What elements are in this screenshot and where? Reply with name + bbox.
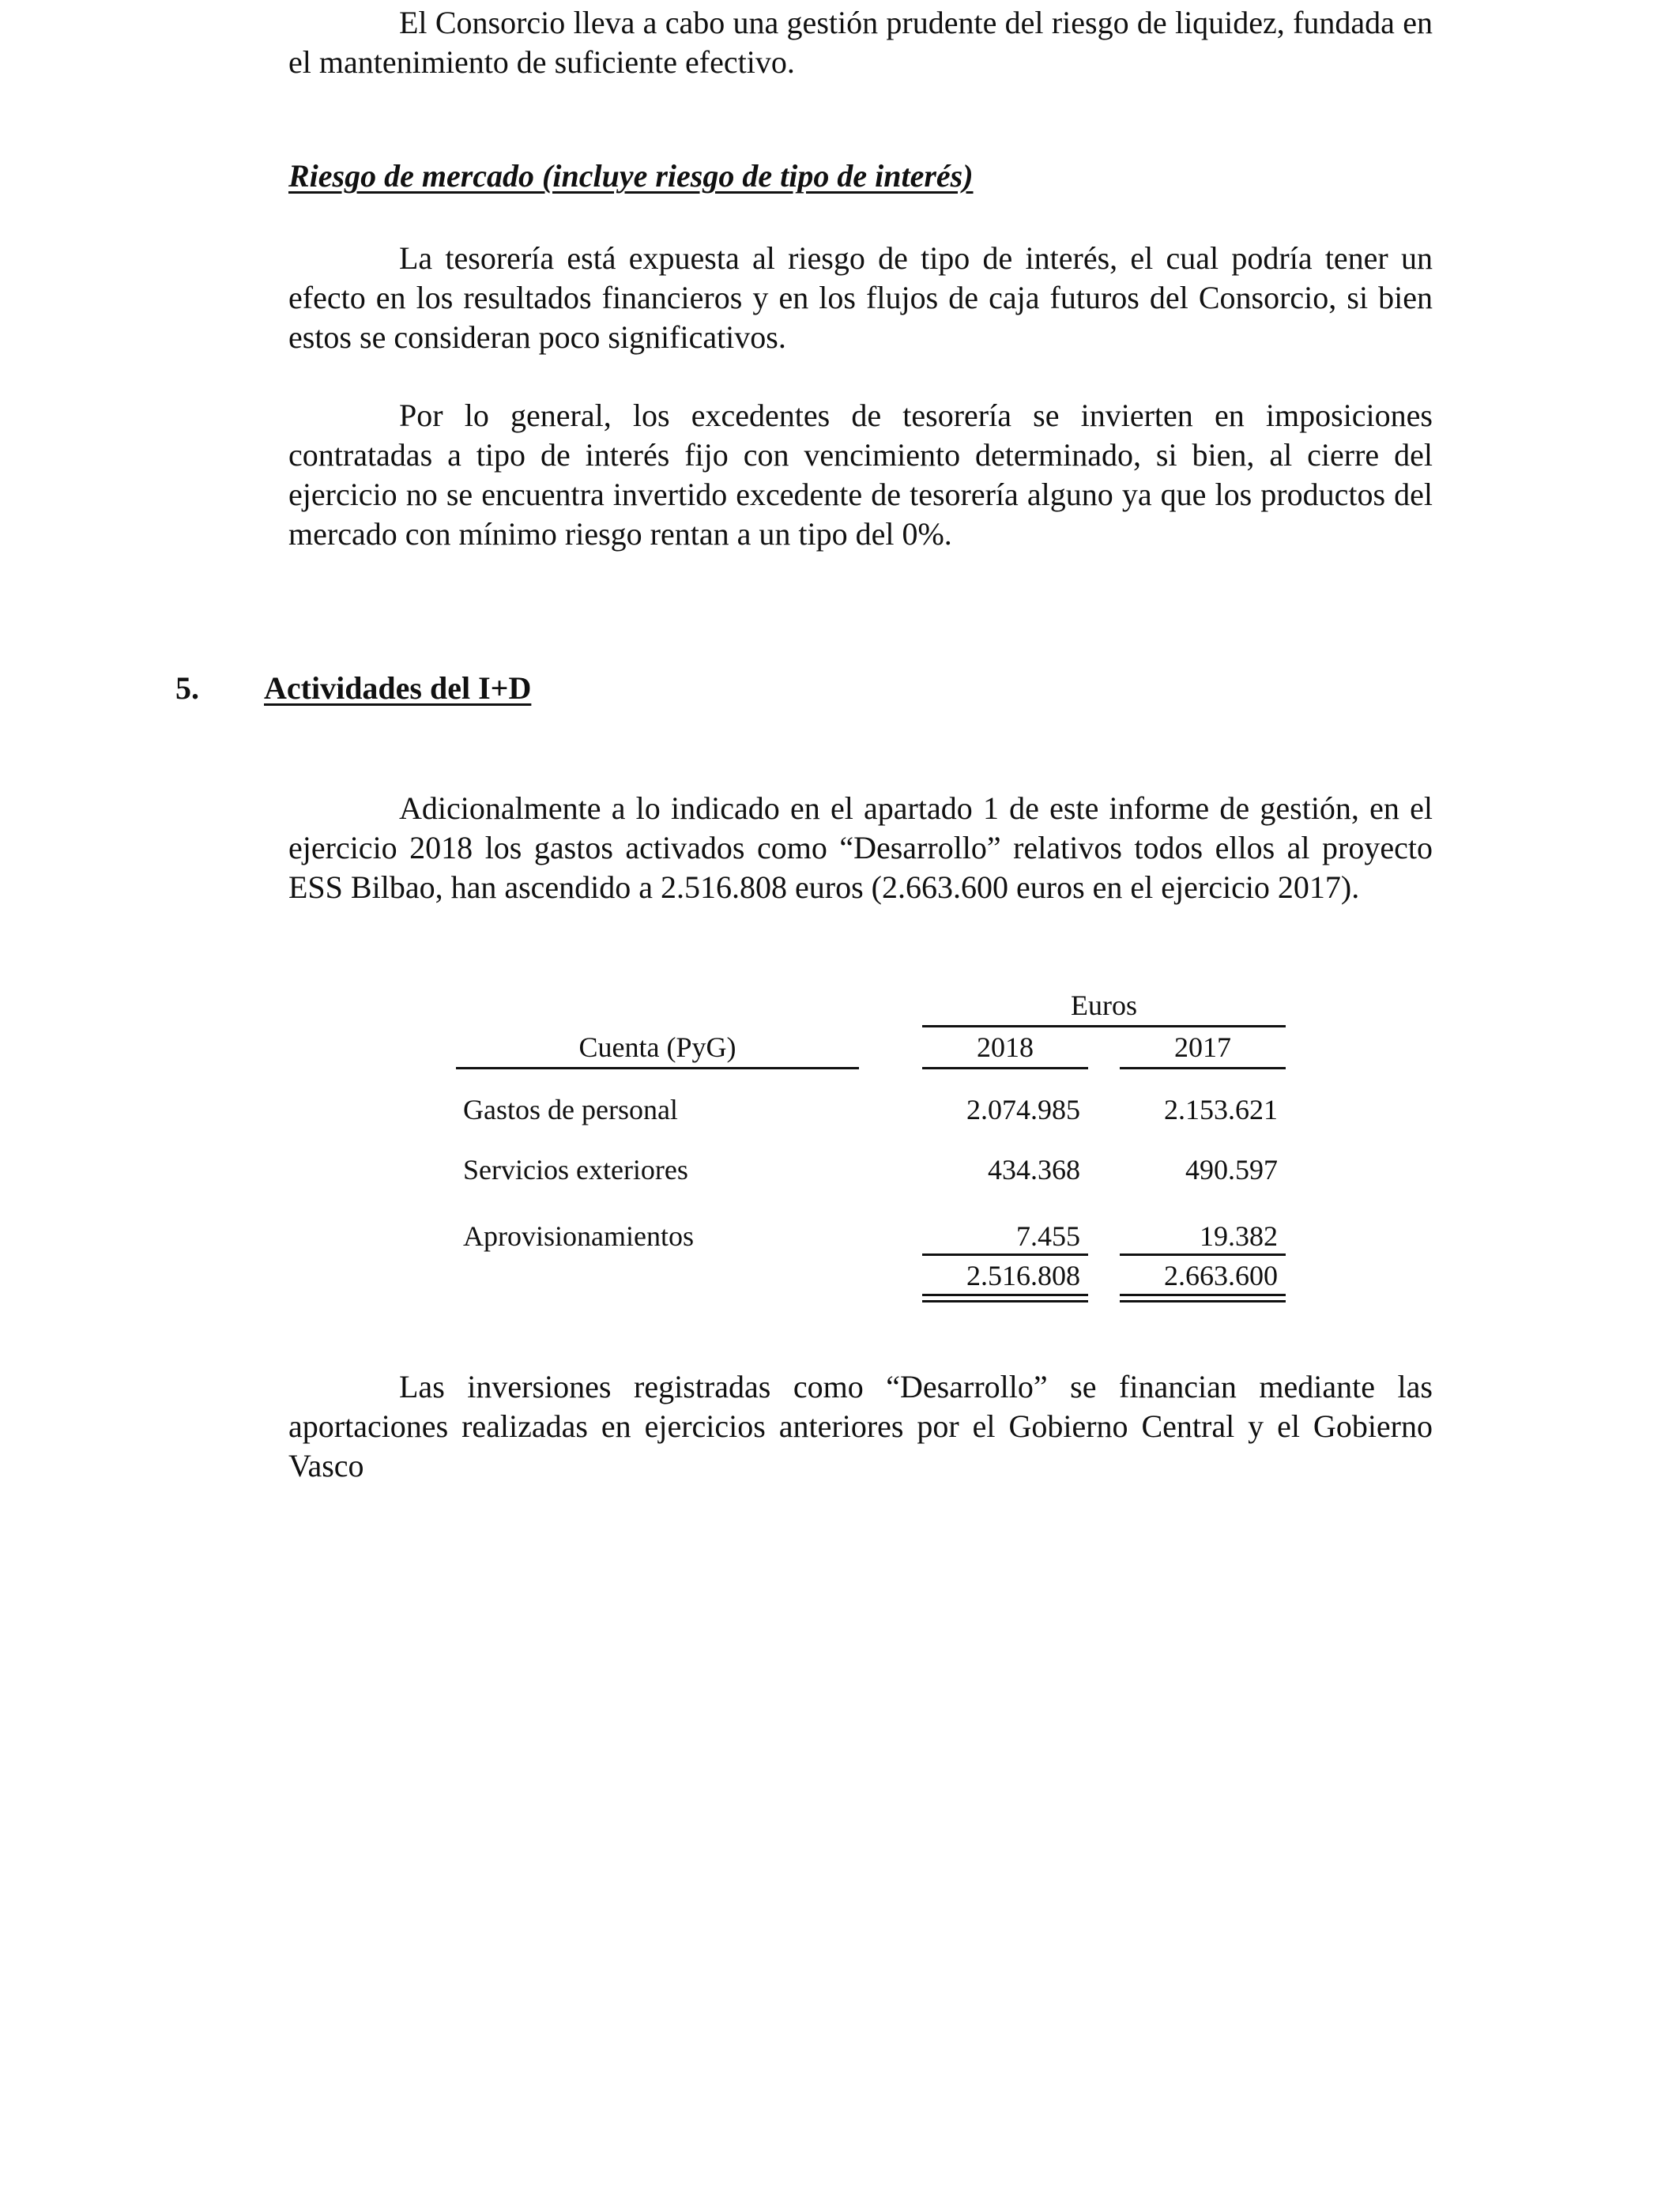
year-header-2017: 2017 (1174, 1031, 1231, 1063)
total-rule-bottom-2017 (1120, 1300, 1286, 1302)
paragraph-interest-rate-risk: La tesorería está expuesta al riesgo de tipo de interés, el cual podría tener un efecto en los resultados financieros y en los flujos de caja futuros del Consorcio, si bien estos se consideran poco significativos. (288, 240, 1433, 355)
account-header-rule (456, 1067, 859, 1069)
table-cell-2018: 2.074.985 (966, 1094, 1080, 1125)
table-cell-2018: 7.455 (1016, 1220, 1080, 1252)
year-2018-header-rule (922, 1067, 1088, 1069)
paragraph-treasury-surplus: Por lo general, los excedentes de tesorería se invierten en imposiciones contratadas a tipo de interés fijo con vencimiento determinado, si bien, al cierre del ejercicio no se encuentra invertido excedente de tesorería alguno ya que los productos del mercado con mínimo riesgo rentan a un tipo del 0%. (288, 398, 1433, 552)
table-row-label: Servicios exteriores (463, 1154, 688, 1186)
total-rule-top-2017 (1120, 1294, 1286, 1296)
section-number: 5. (175, 670, 199, 706)
currency-header-rule (922, 1025, 1286, 1027)
subheading-market-risk: Riesgo de mercado (incluye riesgo de tipo de interés) (288, 158, 974, 194)
year-header-2018: 2018 (977, 1031, 1034, 1063)
total-rule-top-2018 (922, 1294, 1088, 1296)
account-header: Cuenta (PyG) (578, 1031, 736, 1063)
section-title: Actividades del I+D (264, 670, 532, 706)
table-cell-2018: 434.368 (988, 1154, 1080, 1186)
table-cell-2017: 19.382 (1200, 1220, 1278, 1252)
subtotal-rule-2018 (922, 1253, 1088, 1256)
table-cell-2017: 2.153.621 (1164, 1094, 1278, 1125)
currency-header: Euros (1071, 990, 1137, 1021)
total-rule-bottom-2018 (922, 1300, 1088, 1302)
paragraph-development-costs: Adicionalmente a lo indicado en el apartado 1 de este informe de gestión, en el ejercicio 2018 los gastos activados como “Desarrollo” relativos todos ellos al proyecto ESS Bilbao, han ascendido a 2.516.808 euros (2.663.600 euros en el ejercicio 2017). (288, 790, 1433, 905)
table-row-label: Gastos de personal (463, 1094, 678, 1125)
total-2018: 2.516.808 (966, 1260, 1080, 1291)
table-row-label: Aprovisionamientos (463, 1220, 694, 1252)
paragraph-financing: Las inversiones registradas como “Desarrollo” se financian mediante las aportaciones realizadas en ejercicios anteriores por el Gobierno Central y el Gobierno Vasco (288, 1369, 1433, 1483)
subtotal-rule-2017 (1120, 1253, 1286, 1256)
year-2017-header-rule (1120, 1067, 1286, 1069)
total-2017: 2.663.600 (1164, 1260, 1278, 1291)
paragraph-liquidity-risk: El Consorcio lleva a cabo una gestión prudente del riesgo de liquidez, fundada en el mantenimiento de suficiente efectivo. (288, 5, 1433, 80)
table-cell-2017: 490.597 (1185, 1154, 1278, 1186)
